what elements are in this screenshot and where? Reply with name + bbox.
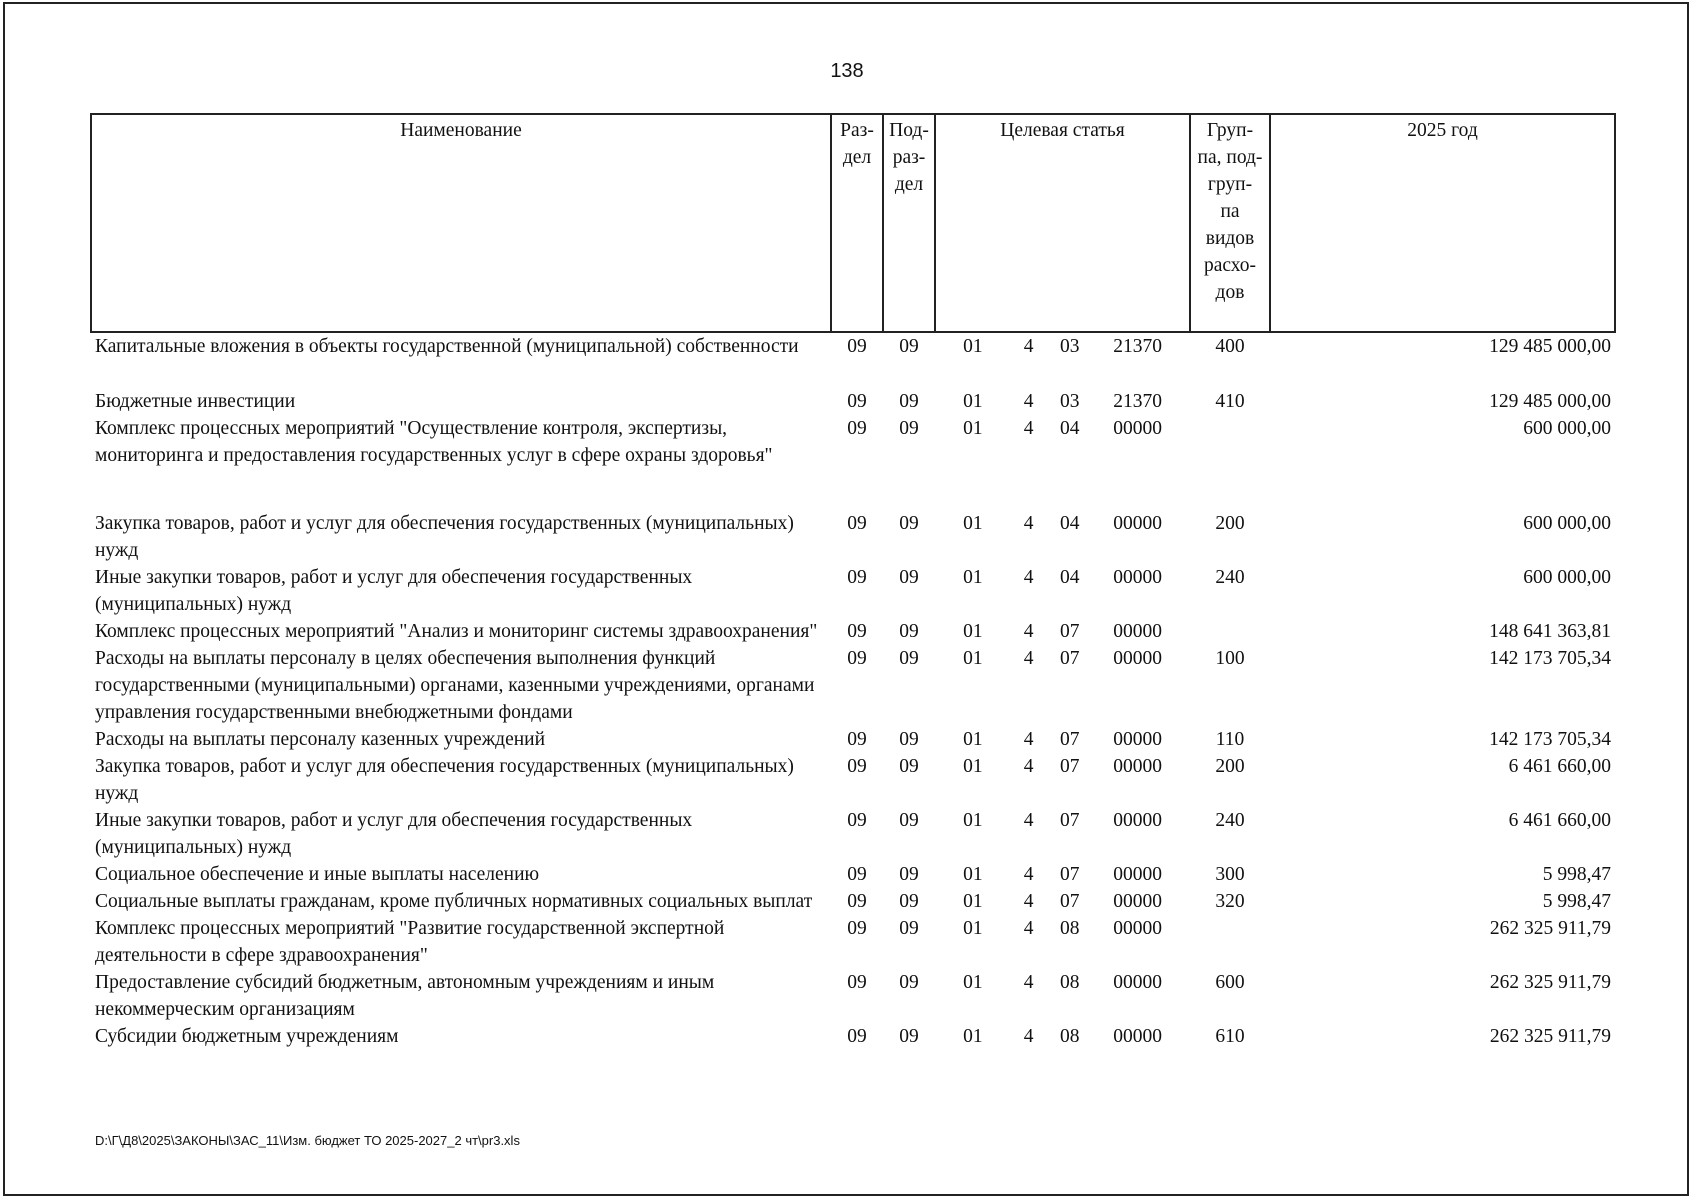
target-program: 01 <box>963 648 983 669</box>
target-program: 01 <box>963 621 983 642</box>
row-amount: 129 485 000,00 <box>1489 391 1611 412</box>
table-row <box>91 726 1615 753</box>
target-program: 01 <box>963 864 983 885</box>
row-section: 09 <box>847 621 867 642</box>
table-row <box>91 388 1615 415</box>
row-target <box>935 807 1190 861</box>
row-section: 09 <box>847 391 867 412</box>
header-year: 2025 год <box>1270 114 1615 332</box>
row-group: 200 <box>1215 756 1245 777</box>
row-target <box>935 726 1190 753</box>
row-amount: 600 000,00 <box>1523 567 1611 588</box>
row-group: 320 <box>1215 891 1245 912</box>
row-subsection: 09 <box>899 1026 919 1047</box>
target-activity: 08 <box>1060 918 1080 939</box>
row-name: Закупка товаров, работ и услуг для обеспечения государственных (муниципальных) нужд <box>95 756 794 804</box>
row-group: 200 <box>1215 513 1245 534</box>
row-group <box>1190 415 1270 510</box>
target-direction: 00000 <box>1113 1026 1162 1047</box>
row-amount: 6 461 660,00 <box>1508 756 1611 777</box>
target-activity: 07 <box>1060 729 1080 750</box>
target-direction: 00000 <box>1113 918 1162 939</box>
row-target <box>935 510 1190 564</box>
table-row <box>91 915 1615 969</box>
row-subsection: 09 <box>899 418 919 439</box>
row-name: Иные закупки товаров, работ и услуг для обеспечения государственных (муниципальных) нужд <box>95 810 693 858</box>
row-amount: 148 641 363,81 <box>1489 621 1611 642</box>
header-section-text: Раз- дел <box>840 120 874 168</box>
target-activity: 04 <box>1060 418 1080 439</box>
table-row <box>91 861 1615 888</box>
row-target <box>935 332 1190 388</box>
row-target <box>935 915 1190 969</box>
target-direction: 21370 <box>1113 336 1162 357</box>
row-name: Субсидии бюджетным учреждениям <box>95 1026 399 1047</box>
table-row <box>91 753 1615 807</box>
row-group <box>1190 618 1270 645</box>
table-row <box>91 415 1615 510</box>
row-section: 09 <box>847 729 867 750</box>
target-activity: 07 <box>1060 891 1080 912</box>
row-name: Комплекс процессных мероприятий "Анализ и мониторинг системы здравоохранения" <box>95 621 818 642</box>
row-section: 09 <box>847 567 867 588</box>
target-direction: 00000 <box>1113 864 1162 885</box>
target-activity: 04 <box>1060 513 1080 534</box>
row-subsection: 09 <box>899 648 919 669</box>
target-program: 01 <box>963 567 983 588</box>
row-target <box>935 564 1190 618</box>
target-direction: 00000 <box>1113 810 1162 831</box>
row-subsection: 09 <box>899 391 919 412</box>
target-activity: 07 <box>1060 648 1080 669</box>
row-amount: 5 998,47 <box>1542 864 1611 885</box>
row-name: Бюджетные инвестиции <box>95 391 296 412</box>
table-row <box>91 645 1615 726</box>
target-type: 4 <box>1023 391 1034 412</box>
row-name: Комплекс процессных мероприятий "Развитие государственной экспертной деятельности в сфере здравоохранения" <box>95 918 725 966</box>
target-activity: 07 <box>1060 864 1080 885</box>
header-name: Наименование <box>91 114 831 332</box>
row-target <box>935 888 1190 915</box>
target-activity: 07 <box>1060 810 1080 831</box>
row-section: 09 <box>847 864 867 885</box>
target-direction: 21370 <box>1113 391 1162 412</box>
target-direction: 00000 <box>1113 756 1162 777</box>
target-type: 4 <box>1023 864 1034 885</box>
row-subsection: 09 <box>899 567 919 588</box>
row-amount: 600 000,00 <box>1523 513 1611 534</box>
budget-table <box>90 113 1616 1050</box>
target-activity: 08 <box>1060 1026 1080 1047</box>
row-target <box>935 415 1190 510</box>
table-row <box>91 510 1615 564</box>
header-section <box>831 114 883 332</box>
target-activity: 03 <box>1060 391 1080 412</box>
target-direction: 00000 <box>1113 648 1162 669</box>
target-type: 4 <box>1023 648 1034 669</box>
row-group <box>1190 915 1270 969</box>
row-amount: 6 461 660,00 <box>1508 810 1611 831</box>
target-type: 4 <box>1023 891 1034 912</box>
target-activity: 07 <box>1060 756 1080 777</box>
row-section: 09 <box>847 418 867 439</box>
row-section: 09 <box>847 918 867 939</box>
row-target <box>935 861 1190 888</box>
header-target: Целевая статья <box>935 114 1190 332</box>
table-row <box>91 564 1615 618</box>
table-row <box>91 332 1615 388</box>
row-target <box>935 388 1190 415</box>
row-group: 410 <box>1215 391 1245 412</box>
file-path-footer: D:\Г\Д8\2025\ЗАКОНЫ\ЗАС_11\Изм. бюджет ТО 2025-2027_2 чт\pr3.xls <box>95 1133 520 1148</box>
target-direction: 00000 <box>1113 729 1162 750</box>
row-target <box>935 969 1190 1023</box>
header-subsection-text: Под- раз- дел <box>889 120 929 195</box>
header-group <box>1190 114 1270 332</box>
row-amount: 142 173 705,34 <box>1489 648 1611 669</box>
row-group: 240 <box>1215 567 1245 588</box>
target-type: 4 <box>1023 918 1034 939</box>
row-amount: 5 998,47 <box>1542 891 1611 912</box>
table-header-row <box>91 114 1615 332</box>
header-group-text: Груп- па, под- груп- па видов расхо- дов <box>1197 120 1263 303</box>
target-program: 01 <box>963 810 983 831</box>
row-amount: 600 000,00 <box>1523 418 1611 439</box>
table-row <box>91 969 1615 1023</box>
target-program: 01 <box>963 336 983 357</box>
row-group: 100 <box>1215 648 1245 669</box>
target-direction: 00000 <box>1113 513 1162 534</box>
row-group: 610 <box>1215 1026 1245 1047</box>
target-type: 4 <box>1023 336 1034 357</box>
row-name: Иные закупки товаров, работ и услуг для обеспечения государственных (муниципальных) нужд <box>95 567 693 615</box>
table-row <box>91 618 1615 645</box>
row-name: Социальное обеспечение и иные выплаты населению <box>95 864 540 885</box>
row-section: 09 <box>847 891 867 912</box>
row-section: 09 <box>847 810 867 831</box>
row-subsection: 09 <box>899 864 919 885</box>
table-body <box>91 332 1615 1050</box>
target-program: 01 <box>963 891 983 912</box>
row-section: 09 <box>847 513 867 534</box>
row-subsection: 09 <box>899 891 919 912</box>
row-amount: 262 325 911,79 <box>1489 918 1611 939</box>
row-group: 400 <box>1215 336 1245 357</box>
row-subsection: 09 <box>899 729 919 750</box>
row-subsection: 09 <box>899 810 919 831</box>
header-subsection <box>883 114 935 332</box>
target-type: 4 <box>1023 729 1034 750</box>
target-type: 4 <box>1023 756 1034 777</box>
target-direction: 00000 <box>1113 418 1162 439</box>
row-name: Расходы на выплаты персоналу казенных учреждений <box>95 729 546 750</box>
row-group: 110 <box>1215 729 1245 750</box>
target-type: 4 <box>1023 1026 1034 1047</box>
row-subsection: 09 <box>899 621 919 642</box>
target-direction: 00000 <box>1113 621 1162 642</box>
row-section: 09 <box>847 648 867 669</box>
table-row <box>91 888 1615 915</box>
row-amount: 142 173 705,34 <box>1489 729 1611 750</box>
row-subsection: 09 <box>899 336 919 357</box>
row-amount: 262 325 911,79 <box>1489 1026 1611 1047</box>
row-target <box>935 618 1190 645</box>
target-activity: 07 <box>1060 621 1080 642</box>
target-program: 01 <box>963 756 983 777</box>
target-program: 01 <box>963 418 983 439</box>
row-amount: 262 325 911,79 <box>1489 972 1611 993</box>
target-direction: 00000 <box>1113 972 1162 993</box>
row-subsection: 09 <box>899 918 919 939</box>
target-type: 4 <box>1023 972 1034 993</box>
row-amount: 129 485 000,00 <box>1489 336 1611 357</box>
row-group: 240 <box>1215 810 1245 831</box>
target-direction: 00000 <box>1113 891 1162 912</box>
table-row <box>91 807 1615 861</box>
row-target <box>935 753 1190 807</box>
page-number: 138 <box>830 60 864 82</box>
target-activity: 03 <box>1060 336 1080 357</box>
target-type: 4 <box>1023 513 1034 534</box>
target-type: 4 <box>1023 567 1034 588</box>
table-row <box>91 1023 1615 1050</box>
row-name: Капитальные вложения в объекты государственной (муниципальной) собственности <box>95 336 799 357</box>
row-group: 600 <box>1215 972 1245 993</box>
target-type: 4 <box>1023 810 1034 831</box>
target-type: 4 <box>1023 418 1034 439</box>
target-program: 01 <box>963 391 983 412</box>
row-group: 300 <box>1215 864 1245 885</box>
row-name: Закупка товаров, работ и услуг для обеспечения государственных (муниципальных) нужд <box>95 513 794 561</box>
row-subsection: 09 <box>899 756 919 777</box>
row-subsection: 09 <box>899 972 919 993</box>
row-name: Комплекс процессных мероприятий "Осуществление контроля, экспертизы, мониторинга и предоставления государственных услуг в сфере охраны здоровья" <box>95 418 773 466</box>
target-program: 01 <box>963 729 983 750</box>
target-program: 01 <box>963 1026 983 1047</box>
target-activity: 08 <box>1060 972 1080 993</box>
row-name: Расходы на выплаты персоналу в целях обеспечения выполнения функций государственными (муниципальными) органами, казенными учреждениями, органами управления государственными внебюджетными фондами <box>95 648 815 723</box>
target-program: 01 <box>963 918 983 939</box>
row-target <box>935 645 1190 726</box>
row-section: 09 <box>847 972 867 993</box>
row-name: Социальные выплаты гражданам, кроме публичных нормативных социальных выплат <box>95 891 813 912</box>
row-target <box>935 1023 1190 1050</box>
row-section: 09 <box>847 1026 867 1047</box>
row-section: 09 <box>847 336 867 357</box>
row-name: Предоставление субсидий бюджетным, автономным учреждениям и иным некоммерческим организациям <box>95 972 715 1020</box>
target-direction: 00000 <box>1113 567 1162 588</box>
target-program: 01 <box>963 513 983 534</box>
target-type: 4 <box>1023 621 1034 642</box>
row-section: 09 <box>847 756 867 777</box>
row-subsection: 09 <box>899 513 919 534</box>
target-activity: 04 <box>1060 567 1080 588</box>
target-program: 01 <box>963 972 983 993</box>
